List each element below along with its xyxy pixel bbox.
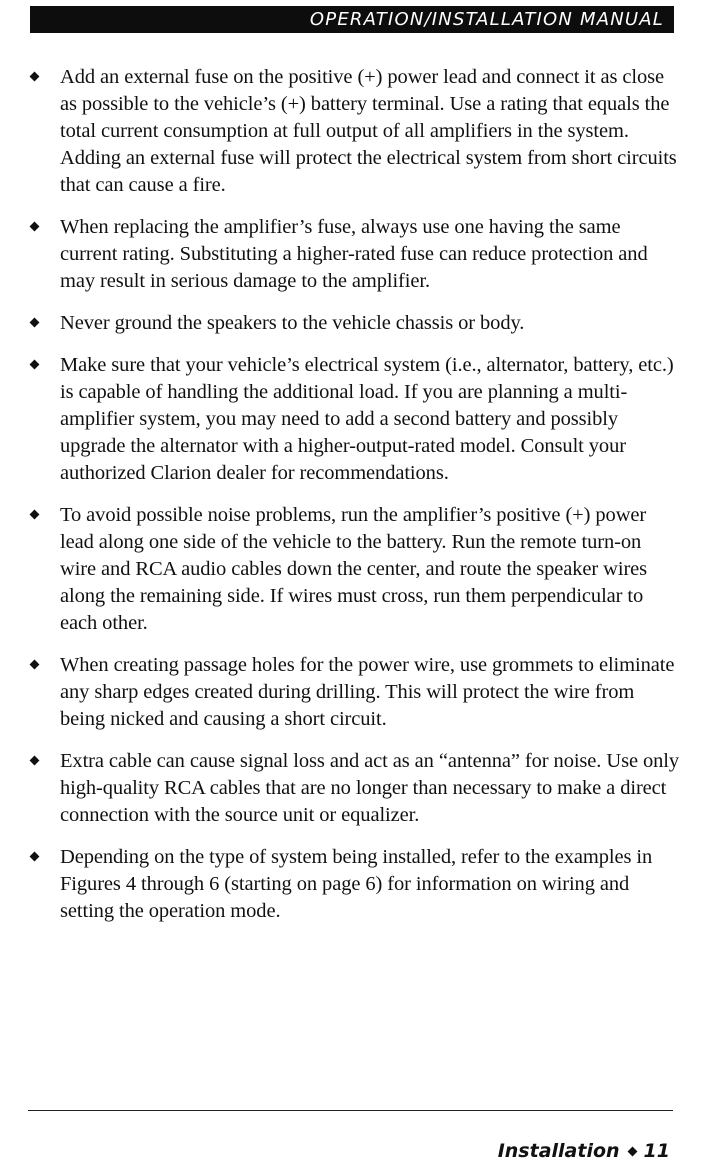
diamond-separator-icon bbox=[627, 1146, 637, 1156]
diamond-bullet-icon bbox=[30, 360, 40, 370]
diamond-bullet-icon bbox=[30, 222, 40, 232]
footer-section-label: Installation bbox=[497, 1140, 620, 1162]
page-number: 11 bbox=[643, 1140, 670, 1162]
bullet-item-electrical-system bbox=[30, 352, 680, 487]
header-bar bbox=[30, 6, 674, 33]
diamond-bullet-icon bbox=[30, 852, 40, 862]
diamond-bullet-icon bbox=[30, 756, 40, 766]
bullet-item-figures-reference bbox=[30, 844, 680, 925]
bullet-text: To avoid possible noise problems, run the amplifier’s positive (+) power lead along one side of the vehicle to the battery. Run the remote turn-on wire and RCA audio cables down the center, and route the speaker wires along the remaining side. If wires must cross, run them perpendicular to each other. bbox=[60, 504, 648, 634]
bullet-item-replacing-fuse bbox=[30, 214, 680, 295]
bullet-text: Never ground the speakers to the vehicle chassis or body. bbox=[60, 312, 525, 334]
diamond-bullet-icon bbox=[30, 660, 40, 670]
bullet-item-extra-cable bbox=[30, 748, 680, 829]
bullet-text: When creating passage holes for the power wire, use grommets to eliminate any sharp edges created during drilling. This will protect the wire from being nicked and causing a short circuit. bbox=[60, 654, 675, 730]
diamond-bullet-icon bbox=[30, 72, 40, 82]
footer-divider bbox=[28, 1110, 673, 1111]
bullet-text: When replacing the amplifier’s fuse, always use one having the same current rating. Substituting a higher-rated fuse can reduce protection and may result in serious damage to the amplifier. bbox=[60, 216, 648, 292]
page-footer bbox=[498, 1140, 670, 1162]
manual-title: OPERATION/INSTALLATION MANUAL bbox=[309, 9, 664, 30]
diamond-bullet-icon bbox=[30, 510, 40, 520]
bullet-text: Depending on the type of system being installed, refer to the examples in Figures 4 through 6 (starting on page 6) for information on wiring and setting the operation mode. bbox=[60, 846, 653, 922]
bullet-text: Extra cable can cause signal loss and act as an “antenna” for noise. Use only high-quality RCA cables that are no longer than necessary to make a direct connection with the source unit or equalizer. bbox=[60, 750, 680, 826]
bullet-item-noise-routing bbox=[30, 502, 680, 637]
bullet-text: Add an external fuse on the positive (+) power lead and connect it as close as possible to the vehicle’s (+) battery terminal. Use a rating that equals the total current consumption at full output of all amplifiers in the system. Adding an external fuse will protect the electrical system from short circuits that can cause a fire. bbox=[60, 66, 677, 196]
installation-notes-list bbox=[30, 64, 680, 940]
diamond-bullet-icon bbox=[30, 318, 40, 328]
bullet-text: Make sure that your vehicle’s electrical system (i.e., alternator, battery, etc.) is capable of handling the additional load. If you are planning a multi-amplifier system, you may need to add a second battery and possibly upgrade the alternator with a higher-output-rated model. Consult your authorized Clarion dealer for recommendations. bbox=[60, 354, 674, 484]
bullet-item-ground-speakers bbox=[30, 310, 680, 337]
bullet-item-passage-holes bbox=[30, 652, 680, 733]
bullet-item-external-fuse bbox=[30, 64, 680, 199]
